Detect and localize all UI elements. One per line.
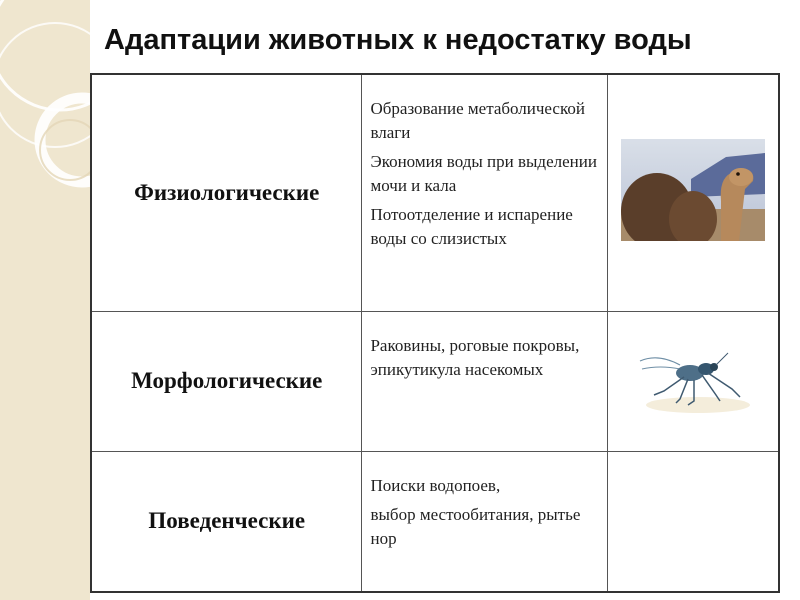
image-cell [608,74,779,311]
description-line: Раковины, роговые покровы, эпикутикула насекомых [370,335,580,379]
description-line: выбор местообитания, рытье нор [370,504,581,548]
description-line: Экономия воды при выделении мочи и кала [370,152,597,195]
page-title: Адаптации животных к недостатку воды [104,24,692,56]
category-cell: Поведенческие [91,451,362,592]
image-cell [608,311,779,451]
description-line: Поиски водопоев, [370,475,501,495]
image-cell [608,451,779,592]
category-cell: Морфологические [91,311,362,451]
description-cell [362,74,608,311]
insect-illustration [628,339,758,419]
description-cell [362,311,608,451]
description-line: Образование метаболической влаги [370,99,585,142]
adaptations-table [90,73,780,593]
table-row [91,451,779,592]
table-row [91,74,779,311]
category-cell: Физиологические [91,74,362,311]
decorative-sidebar [0,0,90,600]
decorative-circles [0,0,90,600]
description-line: Потоотделение и испарение воды со слизистых [370,205,573,248]
description-cell [362,451,608,592]
camel-photo [621,139,765,241]
table-row [91,311,779,451]
